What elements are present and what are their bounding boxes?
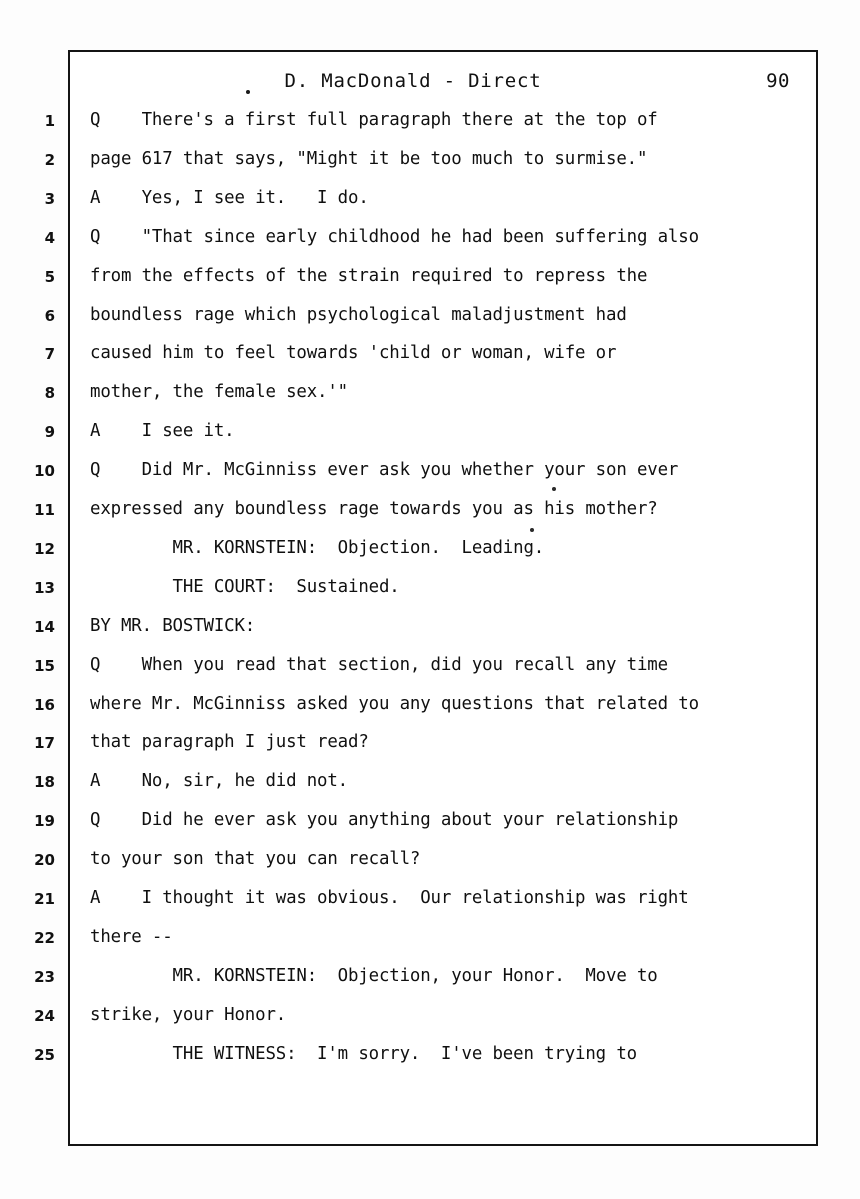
line-number: 8 [44,384,55,402]
line-number: 24 [34,1007,55,1025]
line-number: 10 [34,462,55,480]
line-number: 17 [34,734,55,752]
line-number: 16 [34,696,55,714]
transcript-line: Q "That since early childhood he had been suffering also [90,227,699,247]
transcript-line: MR. KORNSTEIN: Objection. Leading. [90,538,545,558]
line-number: 23 [34,968,55,986]
line-number: 18 [34,773,55,791]
transcript-line: from the effects of the strain required to repress the [90,266,648,286]
transcript-line: mother, the female sex.'" [90,382,349,402]
line-number: 25 [34,1046,55,1064]
line-number: 3 [44,190,55,208]
page-number: 90 [766,70,790,92]
transcript-line: strike, your Honor. [90,1005,287,1025]
transcript-line: where Mr. McGinniss asked you any questions that related to [90,694,699,714]
transcript-line: MR. KORNSTEIN: Objection, your Honor. Move to [90,966,658,986]
transcript-line: Q There's a first full paragraph there at the top of [90,110,658,130]
ink-speck-icon [552,487,556,491]
line-number: 2 [44,151,55,169]
ink-speck-icon [530,528,534,532]
transcript-line: boundless rage which psychological maladjustment had [90,305,627,325]
line-number: 1 [44,112,55,130]
line-number: 22 [34,929,55,947]
transcript-line: A I see it. [90,421,235,441]
transcript-line: that paragraph I just read? [90,732,369,752]
transcript-line: caused him to feel towards 'child or woman, wife or [90,343,617,363]
transcript-line: Q Did Mr. McGinniss ever ask you whether your son ever [90,460,679,480]
transcript-line: expressed any boundless rage towards you as his mother? [90,499,658,519]
transcript-line: page 617 that says, "Might it be too much to surmise." [90,149,648,169]
transcript-line: THE COURT: Sustained. [90,577,400,597]
transcript-line: Q When you read that section, did you recall any time [90,655,668,675]
line-number: 11 [34,501,55,519]
transcript-line: A No, sir, he did not. [90,771,349,791]
line-number: 6 [44,307,55,325]
transcript-line: to your son that you can recall? [90,849,421,869]
transcript-line: A Yes, I see it. I do. [90,188,369,208]
line-number: 12 [34,540,55,558]
line-number: 5 [44,268,55,286]
page-header [68,70,818,102]
line-number: 19 [34,812,55,830]
line-number: 4 [44,229,55,247]
line-number: 9 [44,423,55,441]
transcript-header-title: D. MacDonald - Direct [284,70,542,92]
line-number: 15 [34,657,55,675]
line-number: 20 [34,851,55,869]
transcript-line: there -- [90,927,173,947]
line-number: 21 [34,890,55,908]
transcript-line: BY MR. BOSTWICK: [90,616,256,636]
transcript-line: A I thought it was obvious. Our relationship was right [90,888,689,908]
transcript-line: THE WITNESS: I'm sorry. I've been trying to [90,1044,637,1064]
line-number: 7 [44,345,55,363]
line-number: 13 [34,579,55,597]
transcript-line: Q Did he ever ask you anything about your relationship [90,810,679,830]
line-number: 14 [34,618,55,636]
